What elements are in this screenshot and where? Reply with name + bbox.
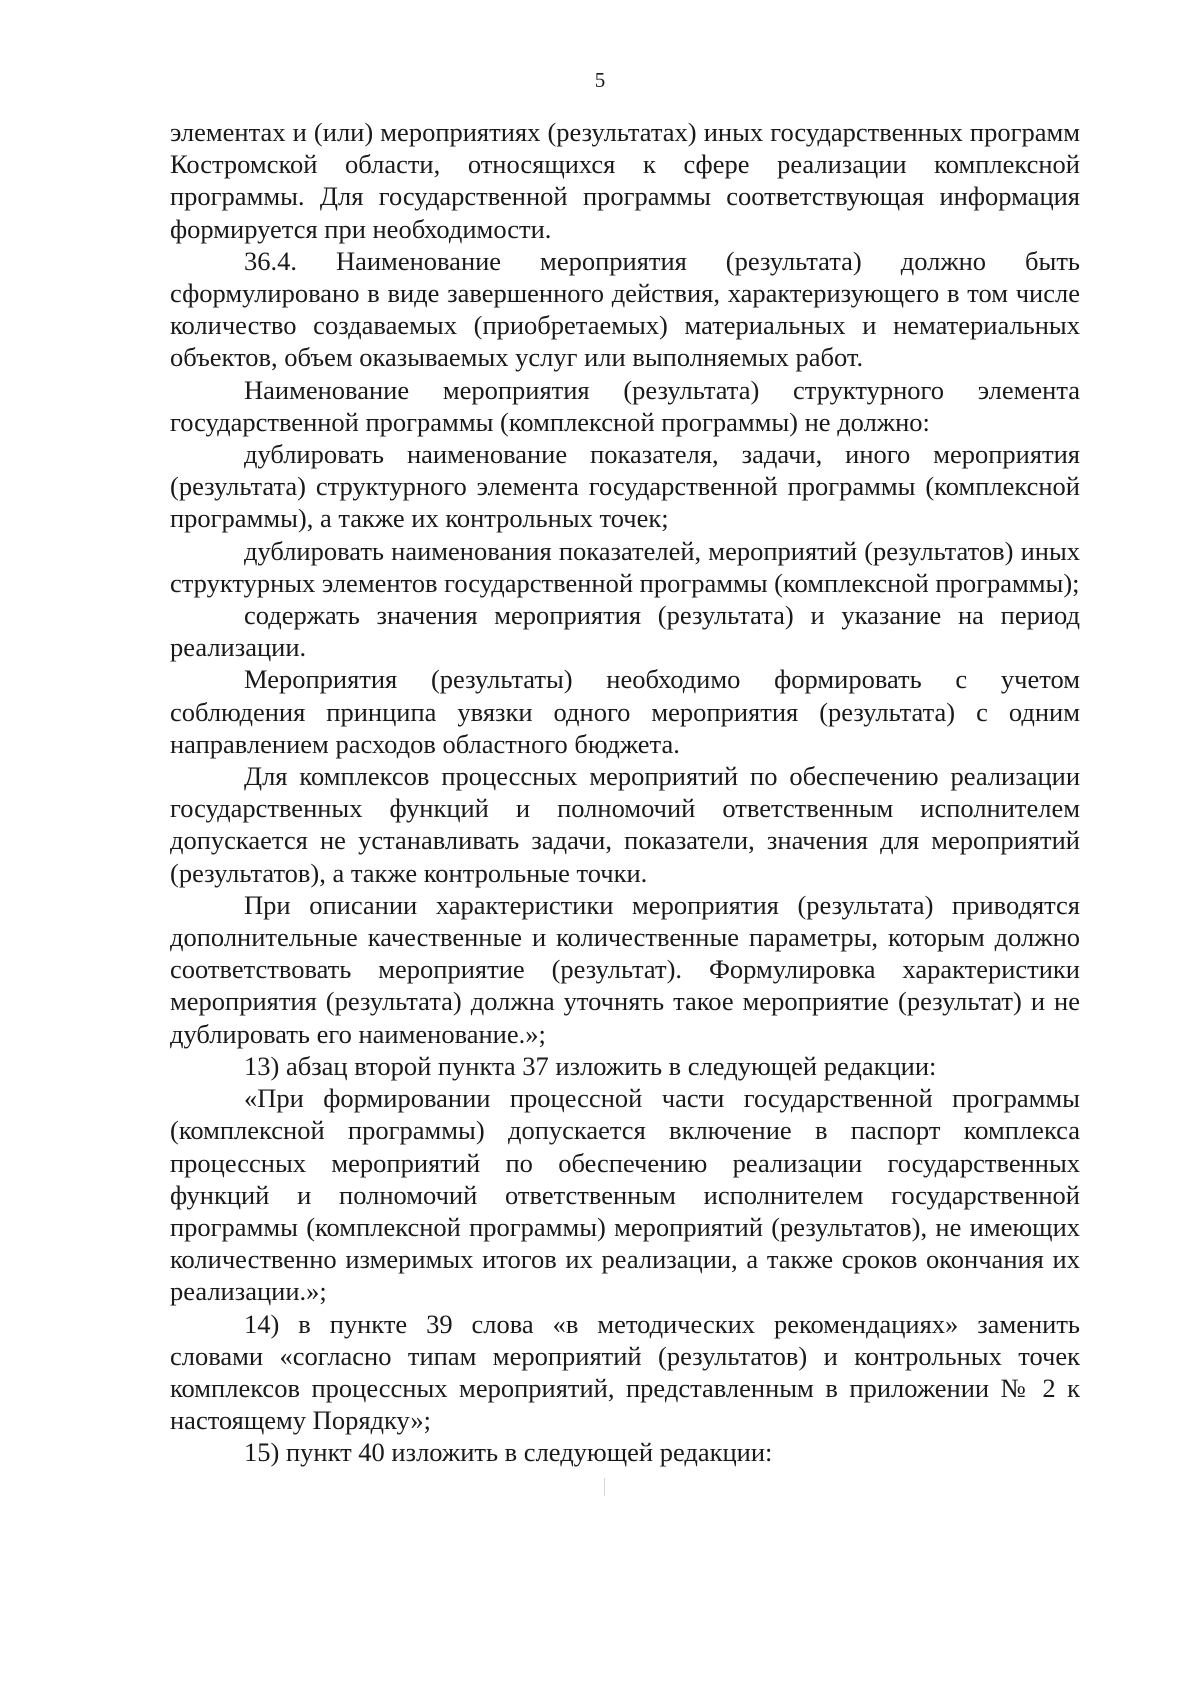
paragraph-item-15: 15) пункт 40 изложить в следующей редакции: — [244, 1437, 773, 1468]
paragraph-linkage: Мероприятия (результаты) необходимо формировать с учетом соблюдения принципа увязки одного мероприятия (результата) с одним направлением расходов областного бюджета. — [170, 664, 1080, 759]
page-number: 5 — [594, 68, 606, 92]
scan-mark — [604, 1478, 605, 1496]
paragraph-quote: «При формировании процессной части государственной программы (комплексной программы) допускается включение в паспорт комплекса процессных мероприятий по обеспечению реализации государственных функций и полномочий ответственным исполнителем государственной программы (комплексной программы) мероприятий (результатов), не имеющих количественно измеримых итогов их реализации, а также сроков окончания их реализации.»; — [170, 1083, 1080, 1307]
document-body — [170, 116, 1080, 1469]
paragraph-rule-3: содержать значения мероприятия (результата) и указание на период реализации. — [170, 600, 1080, 663]
paragraph-item-13: 13) абзац второй пункта 37 изложить в следующей редакции: — [244, 1050, 937, 1081]
paragraph-complexes: Для комплексов процессных мероприятий по обеспечению реализации государственных функций и полномочий ответственным исполнителем допускается не устанавливать задачи, показатели, значения для мероприятий (результатов), а также контрольные точки. — [170, 761, 1080, 888]
paragraph-item-14: 14) в пункте 39 слова «в методических рекомендациях» заменить словами «согласно типам мероприятий (результатов) и контрольных точек комплексов процессных мероприятий, представленным в приложении № 2 к настоящему Порядку»; — [170, 1308, 1080, 1436]
paragraph-rule-2: дублировать наименования показателей, мероприятий (результатов) иных структурных элементов государственной программы (комплексной программы); — [170, 535, 1080, 598]
paragraph-naming-rules: Наименование мероприятия (результата) структурного элемента государственной программы (комплексной программы) не должно: — [170, 374, 1080, 437]
paragraph-continuation: элементах и (или) мероприятиях (результатах) иных государственных программ Костромской области, относящихся к сфере реализации комплексной программы. Для государственной программы соответствующая информация формируется при необходимости. — [170, 117, 1080, 244]
paragraph-characteristics: При описании характеристики мероприятия (результата) приводятся дополнительные качественные и количественные параметры, которым должно соответствовать мероприятие (результат). Формулировка характеристики мероприятия (результата) должна уточнять такое мероприятие (результат) и не дублировать его наименование.»; — [170, 889, 1080, 1049]
paragraph-36-4: 36.4. Наименование мероприятия (результата) должно быть сформулировано в виде завершенного действия, характеризующего в том числе количество создаваемых (приобретаемых) материальных и нематериальных объектов, объем оказываемых услуг или выполняемых работ. — [170, 245, 1080, 373]
paragraph-rule-1: дублировать наименование показателя, задачи, иного мероприятия (результата) структурного элемента государственной программы (комплексной программы), а также их контрольных точек; — [170, 439, 1080, 534]
